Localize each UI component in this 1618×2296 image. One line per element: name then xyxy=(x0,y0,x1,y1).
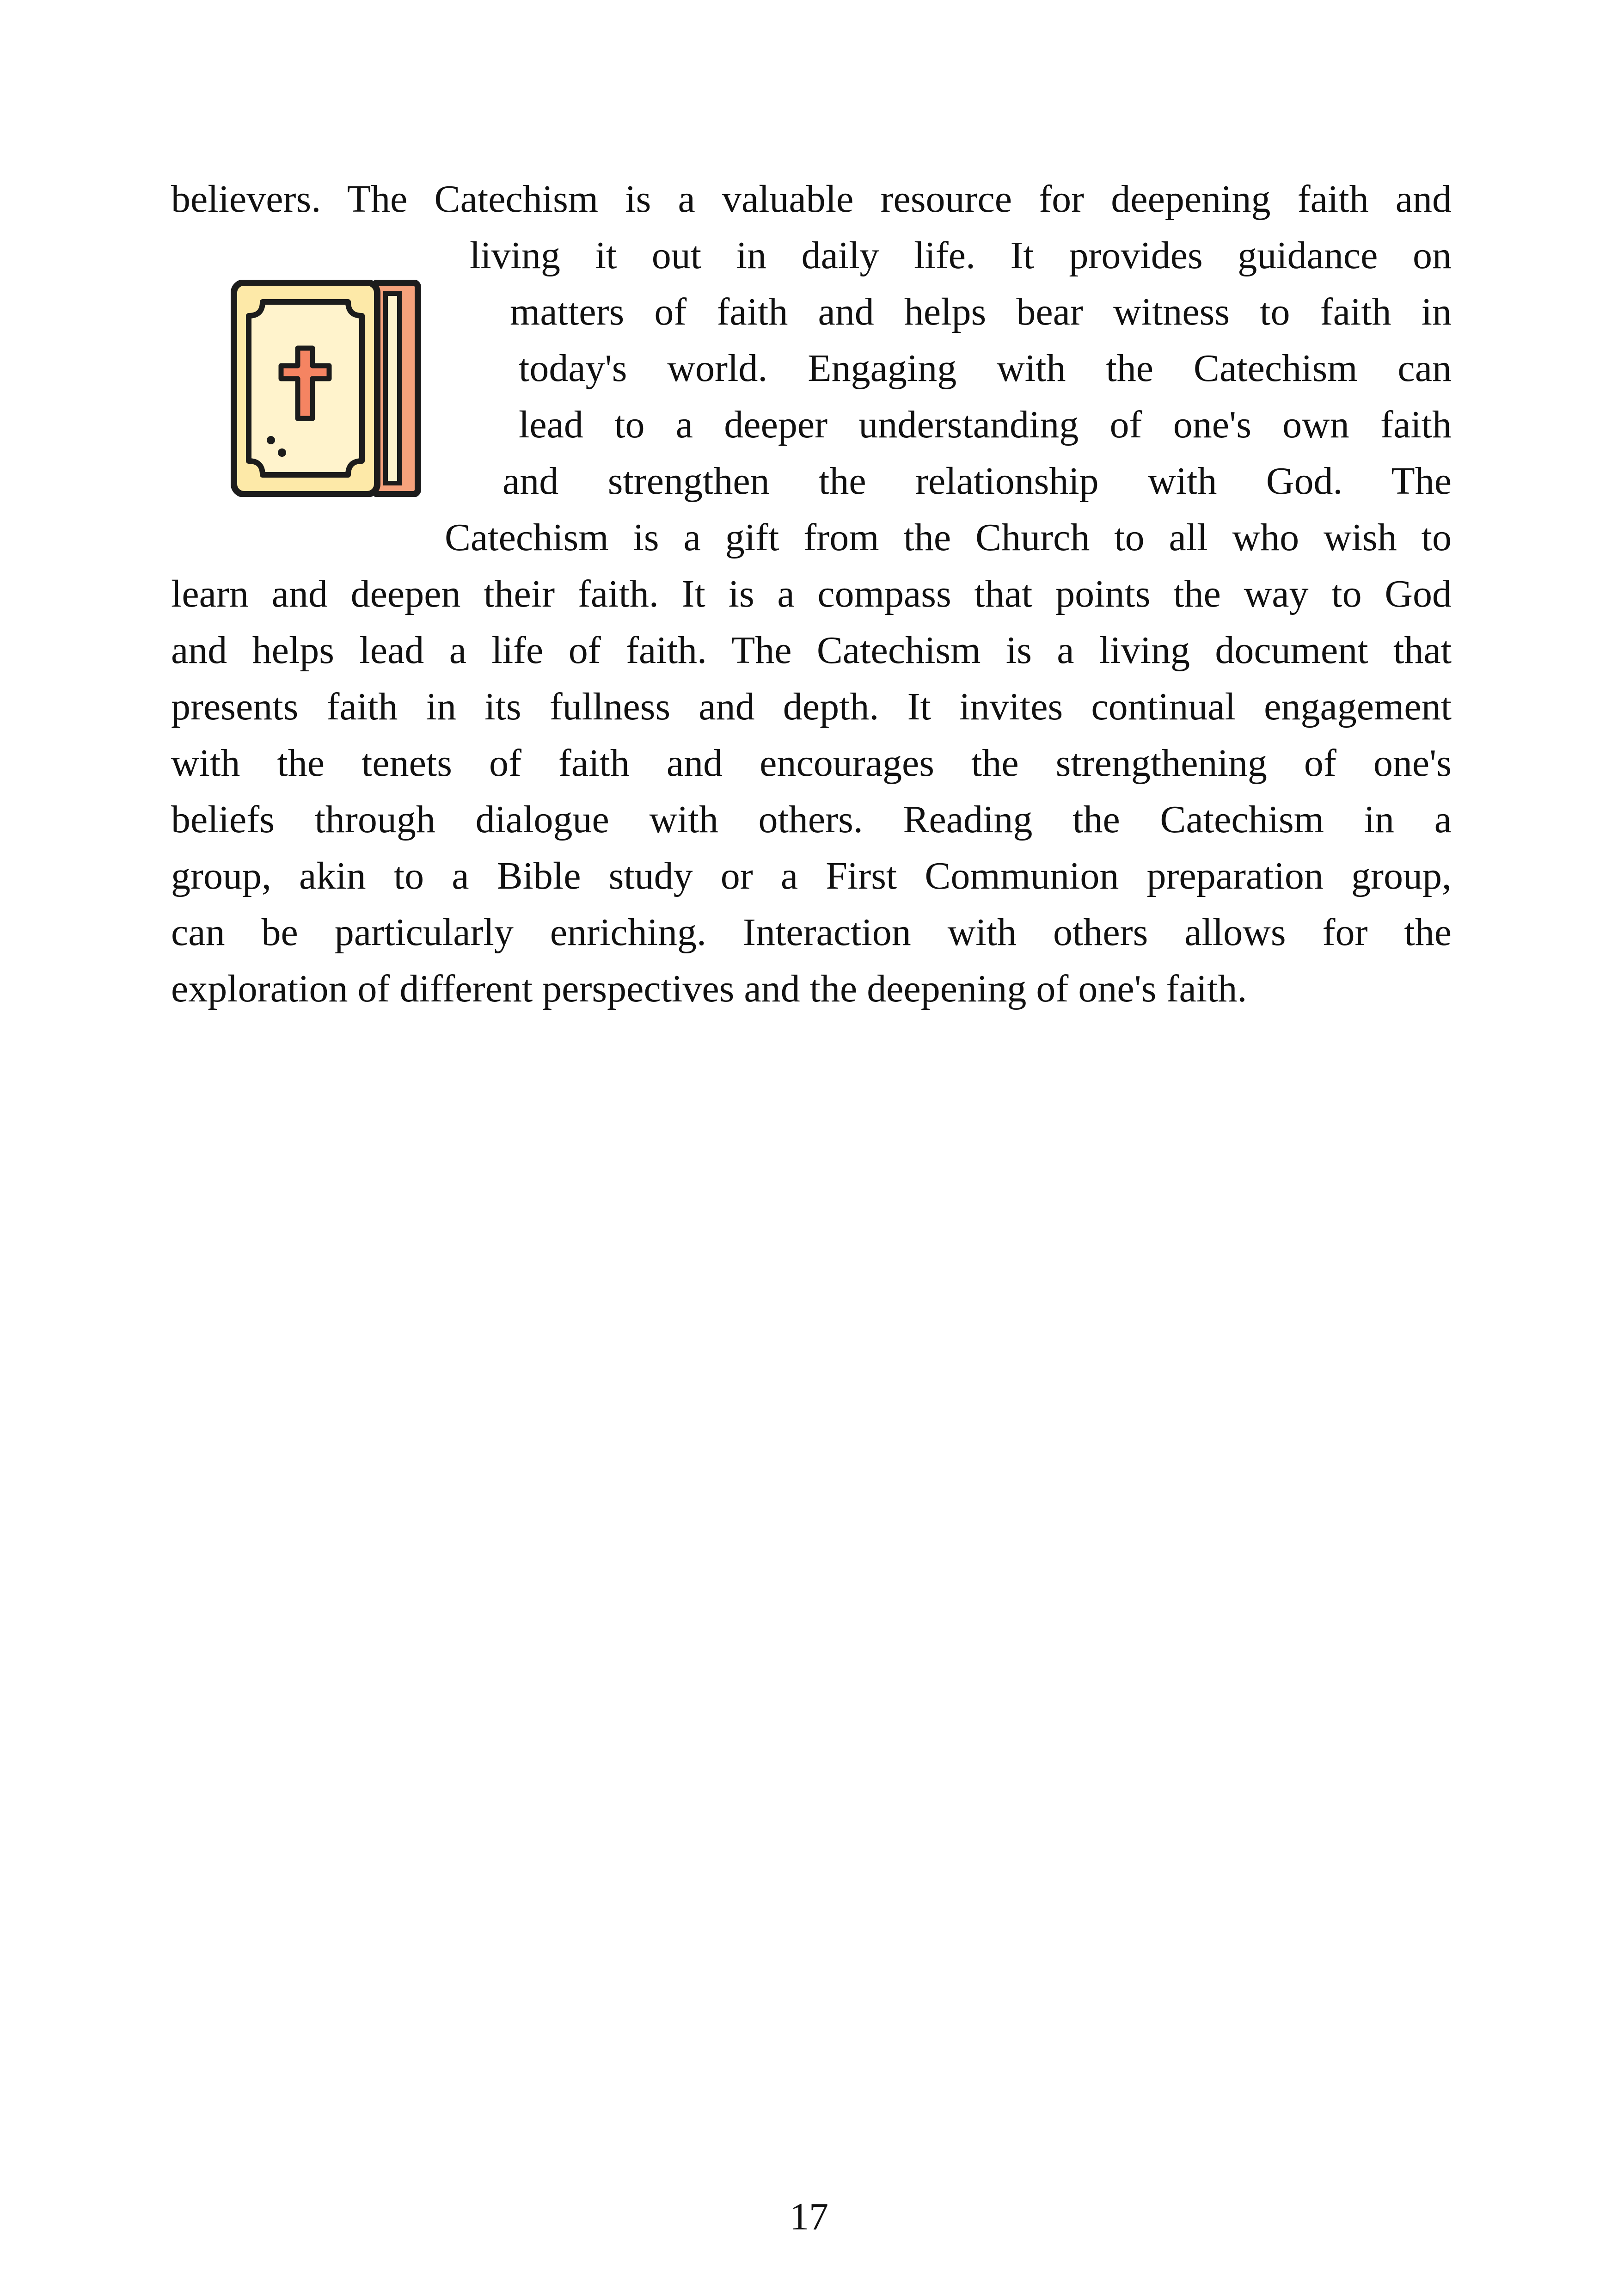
text-line: believers. The Catechism is a valuable resource for deepening faith and xyxy=(171,178,1452,221)
text-line: beliefs through dialogue with others. Reading the Catechism in a xyxy=(171,798,1452,841)
text-line: living it out in daily life. It provides guidance on xyxy=(470,234,1452,277)
text-line: learn and deepen their faith. It is a compass that points the way to God xyxy=(171,572,1452,615)
text-line: can be particularly enriching. Interaction with others allows for the xyxy=(171,911,1452,954)
text-line-last: exploration of different perspectives and the deepening of one's faith. xyxy=(171,967,1247,1010)
text-line: and helps lead a life of faith. The Catechism is a living document that xyxy=(171,629,1452,672)
text-line: and strengthen the relationship with God. The xyxy=(503,460,1452,503)
bible-book-with-cross-icon xyxy=(230,280,424,497)
text-line: Catechism is a gift from the Church to all who wish to xyxy=(445,516,1452,559)
text-line: lead to a deeper understanding of one's own faith xyxy=(519,403,1452,446)
text-line: presents faith in its fullness and depth. It invites continual engagement xyxy=(171,685,1452,728)
text-line: matters of faith and helps bear witness to faith in xyxy=(510,290,1452,333)
text-line: with the tenets of faith and encourages the strengthening of one's xyxy=(171,742,1452,785)
text-line: today's world. Engaging with the Catechism can xyxy=(519,347,1452,390)
page-number: 17 xyxy=(790,2195,828,2238)
text-line: group, akin to a Bible study or a First Communion preparation group, xyxy=(171,854,1452,897)
